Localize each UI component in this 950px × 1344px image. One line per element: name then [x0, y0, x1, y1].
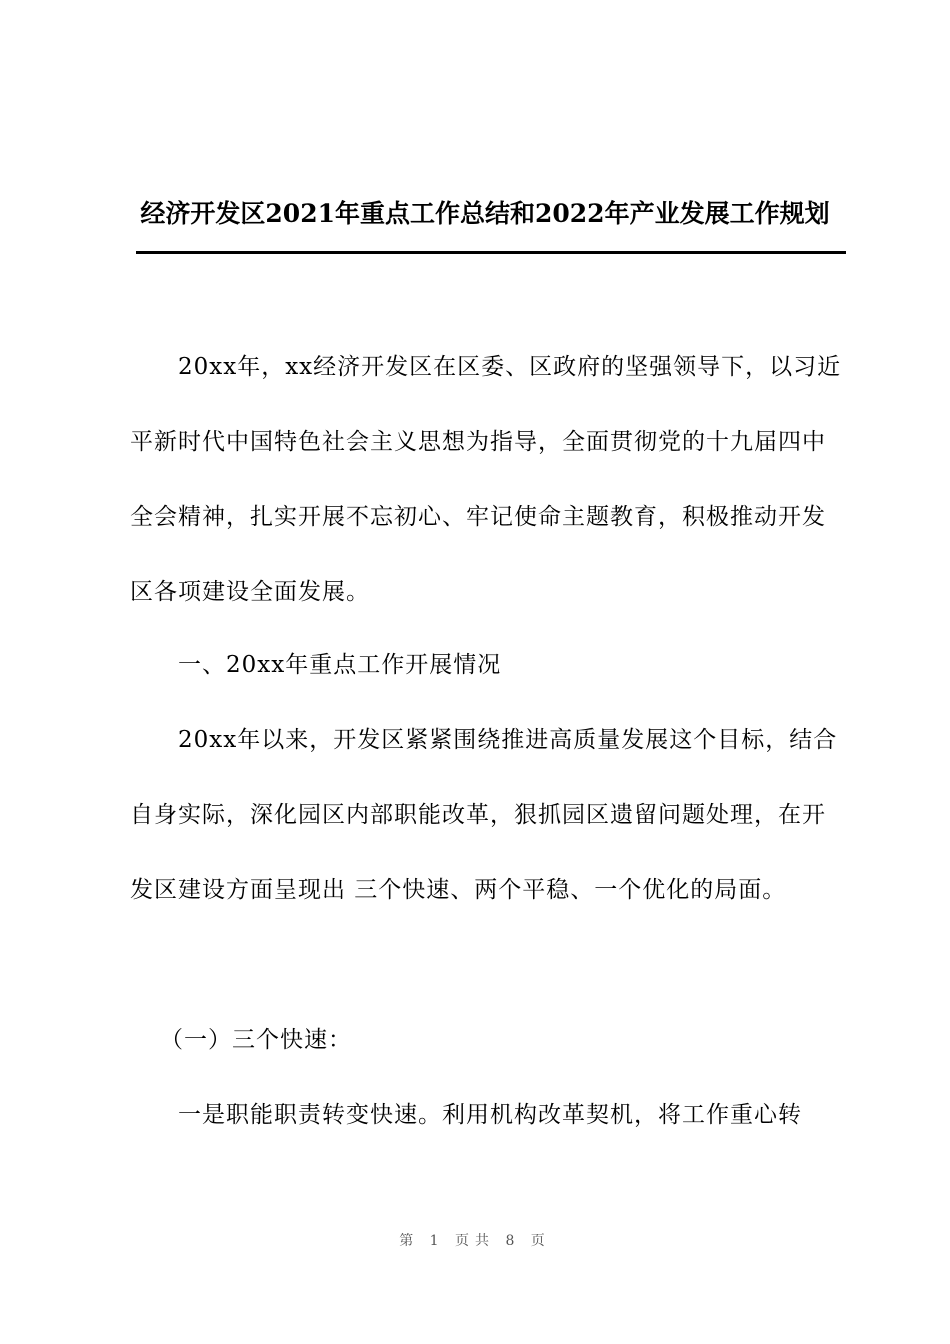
paragraph-item-1: 一是职能职责转变快速。利用机构改革契机，将工作重心转: [178, 1102, 802, 1128]
subsection-heading-1: （一）三个快速：: [160, 1027, 352, 1053]
page-footer: 第 1 页共 8 页: [399, 1233, 551, 1249]
title-underline: [136, 251, 846, 254]
document-title: 经济开发区2021年重点工作总结和2022年产业发展工作规划: [140, 199, 830, 228]
paragraph-intro: 20xx年，xx经济开发区在区委、区政府的坚强领导下，以习近平新时代中国特色社会主义思想为指导，全面贯彻党的十九届四中全会精神，扎实开展不忘初心、牢记使命主题教育，积极推动开发区各项建设全面发展。: [130, 354, 842, 605]
paragraph-summary: 20xx年以来，开发区紧紧围绕推进高质量发展这个目标，结合自身实际，深化园区内部职能改革，狠抓园区遗留问题处理，在开发区建设方面呈现出 三个快速、两个平稳、一个优化的局面。: [130, 727, 838, 903]
section-heading-1: 一、20xx年重点工作开展情况: [178, 652, 502, 678]
